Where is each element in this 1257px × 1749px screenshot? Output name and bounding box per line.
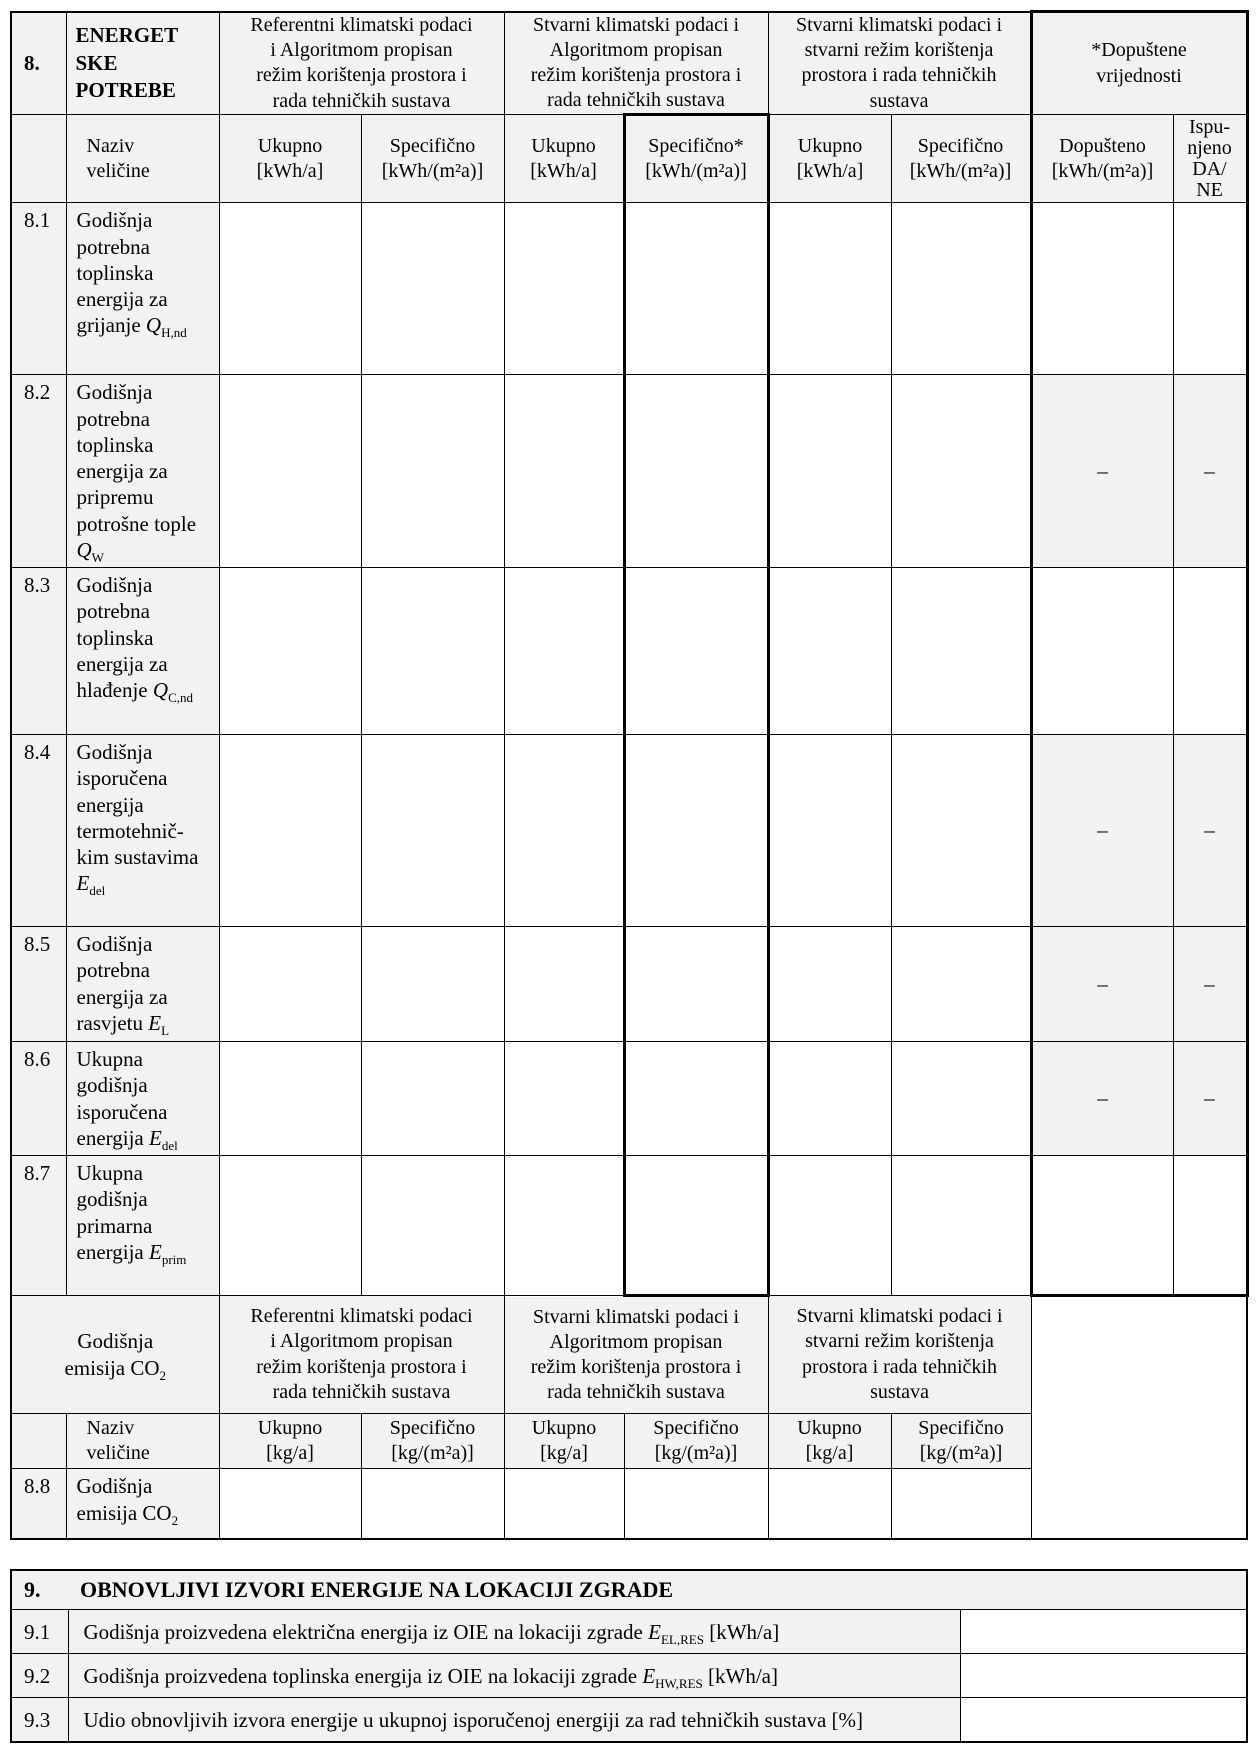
row-number: 8.3: [11, 568, 66, 735]
row-9-1: [11, 1610, 1247, 1654]
value-cell[interactable]: [768, 1469, 891, 1539]
value-cell[interactable]: [768, 568, 891, 735]
allowed-value-cell: –: [1031, 375, 1173, 568]
row-label: Godišnja potrebna toplinska energija za pripremu potrošne tople $Q_W$: [66, 375, 219, 568]
value-cell[interactable]: [624, 568, 768, 735]
fulfilled-cell: –: [1173, 735, 1247, 927]
row-number: 9.2: [11, 1654, 68, 1698]
section-title-line: ENERGET: [75, 23, 179, 48]
quantity-subscript: W: [91, 549, 104, 565]
group-header-actual-climate-alg: Stvarni klimatski podaci i Algoritmom propisan režim korištenja prostora i rada tehničkih sustava: [504, 12, 768, 115]
quantity-symbol: Q: [76, 537, 92, 562]
value-cell[interactable]: [219, 1156, 361, 1296]
allowed-value-cell: –: [1031, 927, 1173, 1042]
value-cell[interactable]: [219, 735, 361, 927]
row-label: Godišnja potrebna toplinska energija za hlađenje $Q_{C,nd}$: [66, 568, 219, 735]
quantity-symbol: E: [148, 1010, 162, 1035]
row-number: 9.3: [11, 1698, 68, 1742]
value-cell[interactable]: [891, 1156, 1031, 1296]
row-number: 8.7: [11, 1156, 66, 1296]
value-cell[interactable]: [891, 375, 1031, 568]
value-cell[interactable]: [768, 375, 891, 568]
quantity-symbol: E: [648, 1619, 661, 1644]
value-cell[interactable]: [624, 1042, 768, 1156]
quantity-subscript: EL,RES: [660, 1631, 704, 1647]
units-header-row: [11, 115, 1247, 203]
value-cell[interactable]: [768, 927, 891, 1042]
quantity-subscript: del: [89, 883, 106, 899]
quantity-subscript: prim: [161, 1251, 187, 1267]
value-cell[interactable]: [624, 1469, 768, 1539]
row-9-3: [11, 1698, 1247, 1742]
value-cell[interactable]: [624, 735, 768, 927]
quantity-subscript: L: [161, 1022, 170, 1038]
row-8-4: [11, 735, 1247, 927]
row-8-1: [11, 203, 1247, 375]
fulfilled-cell: –: [1173, 927, 1247, 1042]
res-section-header: [11, 1570, 1247, 1610]
value-cell[interactable]: [219, 568, 361, 735]
empty-number-cell: [11, 1414, 66, 1469]
co2-group-header-row: [11, 1296, 1247, 1414]
value-cell[interactable]: [219, 1469, 361, 1539]
allowed-value-cell: –: [1031, 735, 1173, 927]
quantity-symbol: E: [642, 1663, 656, 1688]
row-number: 9.1: [11, 1610, 68, 1654]
value-cell[interactable]: [361, 1042, 504, 1156]
row-8-3: [11, 568, 1247, 735]
row-number: 8.8: [11, 1469, 66, 1539]
col-header-quantity-name: Naziv veličine: [66, 115, 219, 203]
co2-col-header-act-real-specific: Specifično [kg/(m²a)]: [891, 1414, 1031, 1469]
value-cell[interactable]: [219, 927, 361, 1042]
value-cell[interactable]: [504, 1469, 624, 1539]
row-label: Godišnja isporučena energija termotehnič-kim sustavima $E_{del}$: [66, 735, 219, 927]
group-header-row: [11, 12, 1247, 115]
fulfilled-cell: –: [1173, 375, 1247, 568]
co2-group-header-actual-climate-real: Stvarni klimatski podaci i stvarni režim korištenja prostora i rada tehničkih sustava: [768, 1296, 1031, 1414]
renewable-sources-table: [10, 1569, 1248, 1743]
value-cell[interactable]: [891, 1469, 1031, 1539]
row-8-2: [11, 375, 1247, 568]
fulfilled-cell[interactable]: [1173, 203, 1247, 375]
value-cell[interactable]: [504, 375, 624, 568]
col-header-ref-total: Ukupno [kWh/a]: [219, 115, 361, 203]
value-cell[interactable]: [361, 375, 504, 568]
col-header-ref-specific: Specifično [kWh/(m²a)]: [361, 115, 504, 203]
value-cell[interactable]: [504, 1156, 624, 1296]
row-label: Godišnja proizvedena električna energija iz OIE na lokaciji zgrade $E_{EL,RES}$ [kWh/a]: [68, 1610, 960, 1654]
value-cell[interactable]: [504, 203, 624, 375]
value-cell[interactable]: [960, 1610, 1247, 1654]
co2-col-header-quantity-name: Naziv veličine: [66, 1414, 219, 1469]
row-label: Godišnja potrebna energija za rasvjetu $E_L$: [66, 927, 219, 1042]
fulfilled-cell[interactable]: [1173, 1156, 1247, 1296]
fulfilled-cell: –: [1173, 1042, 1247, 1156]
row-number: 8.4: [11, 735, 66, 927]
value-cell[interactable]: [891, 735, 1031, 927]
quantity-subscript: HW,RES: [655, 1675, 703, 1691]
value-cell[interactable]: [361, 1156, 504, 1296]
row-label: Ukupna godišnja isporučena energija $E_{del}$: [66, 1042, 219, 1156]
section-title: [66, 12, 219, 115]
quantity-symbol: Q: [152, 678, 169, 702]
co2-subscript: 2: [159, 1367, 167, 1383]
value-cell[interactable]: [768, 1042, 891, 1156]
co2-col-header-act-alg-specific: Specifično [kg/(m²a)]: [624, 1414, 768, 1469]
value-cell[interactable]: [624, 927, 768, 1042]
quantity-subscript: del: [161, 1137, 178, 1153]
value-cell[interactable]: [361, 1469, 504, 1539]
row-8-5: [11, 927, 1247, 1042]
col-header-act-real-total: Ukupno [kWh/a]: [768, 115, 891, 203]
row-8-6: [11, 1042, 1247, 1156]
col-header-fulfilled: Ispu- njeno DA/ NE: [1173, 115, 1247, 203]
row-label: Godišnja potrebna toplinska energija za grijanje $Q_{H,nd}$: [66, 203, 219, 375]
value-cell[interactable]: [960, 1698, 1247, 1742]
value-cell[interactable]: [504, 735, 624, 927]
row-number: 8.6: [11, 1042, 66, 1156]
value-cell[interactable]: [219, 1042, 361, 1156]
value-cell[interactable]: [768, 203, 891, 375]
row-label: Ukupna godišnja primarna energija $E_{prim}$: [66, 1156, 219, 1296]
quantity-symbol: E: [149, 1239, 162, 1264]
allowed-value-cell: –: [1031, 1042, 1173, 1156]
row-number: 8.1: [11, 203, 66, 375]
value-cell[interactable]: [504, 568, 624, 735]
section-title: OBNOVLJIVI IZVORI ENERGIJE NA LOKACIJI ZGRADE: [80, 1577, 674, 1603]
co2-group-header-actual-climate-alg: Stvarni klimatski podaci i Algoritmom propisan režim korištenja prostora i rada tehničkih sustava: [504, 1296, 768, 1414]
col-header-act-alg-specific-star: Specifično* [kWh/(m²a)]: [624, 115, 768, 203]
row-number: 8.2: [11, 375, 66, 568]
group-header-ref-climate: Referentni klimatski podaci i Algoritmom propisan režim korištenja prostora i rada tehničkih sustava: [219, 12, 504, 115]
value-cell[interactable]: [624, 203, 768, 375]
col-header-act-real-specific: Specifično [kWh/(m²a)]: [891, 115, 1031, 203]
section-number: 8.: [11, 12, 66, 115]
fulfilled-cell[interactable]: [1173, 568, 1247, 735]
value-cell[interactable]: [891, 203, 1031, 375]
co2-col-header-act-real-total: Ukupno [kg/a]: [768, 1414, 891, 1469]
co2-col-header-ref-total: Ukupno [kg/a]: [219, 1414, 361, 1469]
co2-group-header-ref-climate: Referentni klimatski podaci i Algoritmom propisan režim korištenja prostora i rada tehničkih sustava: [219, 1296, 504, 1414]
value-cell[interactable]: [219, 203, 361, 375]
row-8-7: [11, 1156, 1247, 1296]
co2-col-header-act-alg-total: Ukupno [kg/a]: [504, 1414, 624, 1469]
value-cell[interactable]: [891, 1042, 1031, 1156]
row-label: Godišnja emisija $CO_2$: [66, 1469, 219, 1539]
value-cell[interactable]: [504, 927, 624, 1042]
section-title-line: POTREBE: [75, 78, 176, 103]
value-cell[interactable]: [624, 375, 768, 568]
quantity-symbol: E: [76, 871, 90, 896]
co2-unused-area: [1031, 1296, 1247, 1539]
co2-col-header-ref-specific: Specifično [kg/(m²a)]: [361, 1414, 504, 1469]
value-cell[interactable]: [361, 927, 504, 1042]
value-cell[interactable]: [891, 927, 1031, 1042]
col-header-act-alg-total: Ukupno [kWh/a]: [504, 115, 624, 203]
co2-section-label: Godišnja emisija $CO_2$: [11, 1296, 219, 1414]
energy-needs-table: [10, 10, 1249, 1540]
value-cell[interactable]: [361, 735, 504, 927]
value-cell[interactable]: [768, 1156, 891, 1296]
section-number: 9.: [24, 1577, 41, 1603]
value-cell[interactable]: [219, 375, 361, 568]
allowed-value-cell[interactable]: [1031, 203, 1173, 375]
col-header-allowed: Dopušteno [kWh/(m²a)]: [1031, 115, 1173, 203]
value-cell[interactable]: [624, 1156, 768, 1296]
row-9-2: [11, 1654, 1247, 1698]
value-cell[interactable]: [768, 735, 891, 927]
allowed-value-cell[interactable]: [1031, 1156, 1173, 1296]
quantity-subscript: C,nd: [168, 690, 194, 706]
section-title-line: SKE: [75, 50, 118, 75]
co2-subscript: 2: [171, 1512, 179, 1528]
value-cell[interactable]: [960, 1654, 1247, 1698]
value-cell[interactable]: [504, 1042, 624, 1156]
quantity-subscript: H,nd: [161, 325, 187, 341]
value-cell[interactable]: [891, 568, 1031, 735]
value-cell[interactable]: [361, 203, 504, 375]
row-number: 8.5: [11, 927, 66, 1042]
group-header-actual-climate-real: Stvarni klimatski podaci i stvarni režim korištenja prostora i rada tehničkih sustava: [768, 12, 1031, 115]
quantity-symbol: E: [149, 1125, 162, 1150]
quantity-symbol: Q: [145, 313, 162, 338]
group-header-allowed-values: *Dopuštene vrijednosti: [1031, 12, 1247, 115]
allowed-value-cell[interactable]: [1031, 568, 1173, 735]
empty-number-cell: [11, 115, 66, 203]
row-label: Godišnja proizvedena toplinska energija iz OIE na lokaciji zgrade $E_{HW,RES}$ [kWh/a]: [68, 1654, 960, 1698]
res-header-row: [11, 1570, 1247, 1610]
value-cell[interactable]: [361, 568, 504, 735]
row-label: Udio obnovljivih izvora energije u ukupnoj isporučenoj energiji za rad tehničkih sustava [%]: [68, 1698, 960, 1742]
